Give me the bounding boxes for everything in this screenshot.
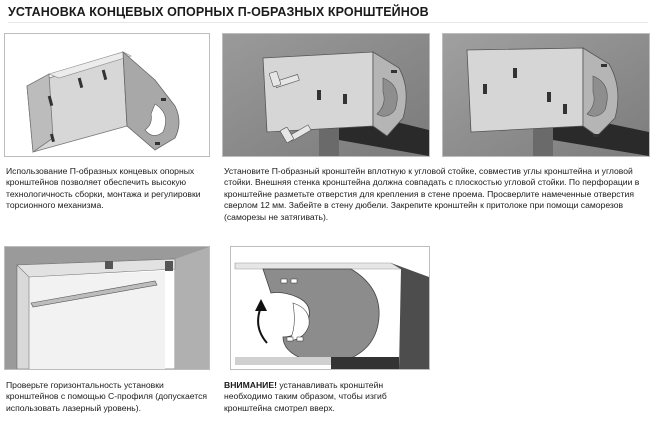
bracket-illustration [4,33,210,157]
title-divider [8,22,648,23]
page-title: УСТАНОВКА КОНЦЕВЫХ ОПОРНЫХ П-ОБРАЗНЫХ КРОНШТЕЙНОВ [8,5,429,19]
step-1-caption: Использование П-образных концевых опорных кронштейнов позволяет обеспечить высокую технологичность сборки, монтажа и регулировки торсионного механизма. [6,166,201,211]
step-2-caption: Установите П-образный кронштейн вплотную к угловой стойке, совместив углы кронштейна и угловой стойки. Внешняя стенка кронштейна должна совпадать с плоскостью угловой стойки. По перфорации в кронштейне разметьте отверстия для крепления в стене проема. Просверлите намеченные отверстия сверлом 12 мм. Забейте в стену дюбели. Закрепите кронштейн к притолоке при помощи саморезов (саморезы не затягивать). [224,166,640,222]
orientation-warning-illustration [230,246,430,370]
level-check-illustration [4,246,210,370]
mounting-drawing [223,34,429,156]
warning-text: устанавливать кронштейн необходимо таким образом, чтобы изгиб кронштейна смотрел вверх. [224,380,387,413]
bracket-installed-illustration [442,33,650,157]
bracket-mounting-illustration [222,33,430,157]
orientation-drawing [231,247,429,369]
step-3-caption: Проверьте горизонтальность установки кронштейнов с помощью С-профиля (допускается использовать лазерный уровень). [6,380,208,413]
warning-label: ВНИМАНИЕ! [224,380,277,390]
bracket-drawing [5,34,209,156]
installed-drawing [443,34,649,156]
level-check-drawing [5,247,209,369]
step-4-caption [224,380,424,414]
